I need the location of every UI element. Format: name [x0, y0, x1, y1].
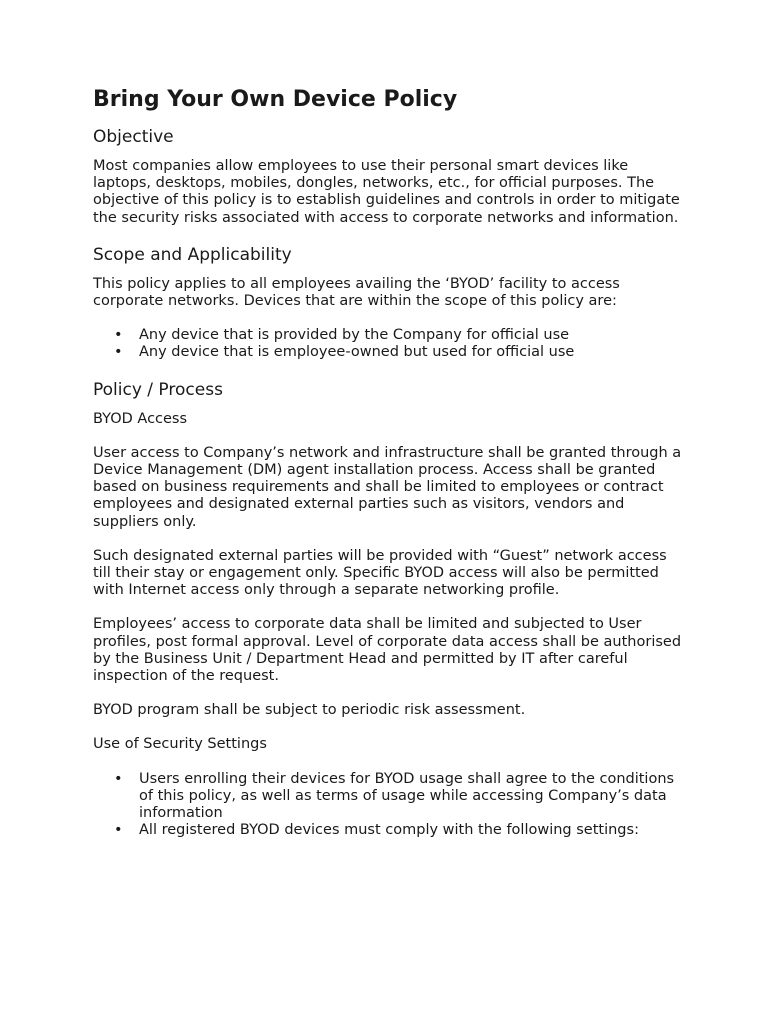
scope-heading: Scope and Applicability — [93, 244, 292, 265]
byod-access-paragraph: Such designated external parties will be provided with “Guest” network access till their stay or engagement only. Specific BYOD access will also be permitted with Internet access only through a separate networking profile. — [93, 547, 667, 599]
byod-access-paragraph: User access to Company’s network and infrastructure shall be granted through a Device Management (DM) agent installation process. Access shall be granted based on business requirements and shall be limited to employees or contract employees and designated external parties such as visitors, vendors and suppliers only. — [93, 444, 682, 530]
list-item — [93, 771, 683, 823]
list-item — [93, 344, 683, 361]
document-page — [93, 86, 683, 856]
list-item-text: Users enrolling their devices for BYOD usage shall agree to the conditions of this policy, as well as terms of usage while accessing Company’s data information — [139, 770, 675, 822]
bullet-icon: • — [114, 327, 123, 344]
byod-access-heading: BYOD Access — [93, 410, 188, 427]
security-settings-bullet-list — [93, 771, 683, 840]
objective-heading: Objective — [93, 127, 174, 147]
byod-access-paragraph: Employees’ access to corporate data shall be limited and subjected to User profiles, post formal approval. Level of corporate data access shall be authorised by the Business Unit / Department Head and permitted by IT after careful inspection of the request. — [93, 616, 682, 685]
bullet-icon: • — [114, 770, 123, 787]
document-title: Bring Your Own Device Policy — [93, 87, 458, 112]
bullet-icon: • — [114, 344, 123, 361]
list-item-text: Any device that is provided by the Company for official use — [139, 327, 570, 344]
security-settings-heading: Use of Security Settings — [93, 736, 267, 753]
policy-heading: Policy / Process — [93, 379, 223, 400]
list-item — [93, 327, 683, 344]
list-item — [93, 822, 683, 839]
scope-paragraph: This policy applies to all employees availing the ‘BYOD’ facility to access corporate networks. Devices that are within the scope of this policy are: — [93, 275, 620, 310]
scope-bullet-list — [93, 327, 683, 361]
byod-access-paragraph: BYOD program shall be subject to periodic risk assessment. — [93, 702, 526, 719]
list-item-text: All registered BYOD devices must comply with the following settings: — [139, 822, 639, 839]
list-item-text: Any device that is employee-owned but used for official use — [139, 344, 575, 361]
bullet-icon: • — [114, 822, 123, 839]
objective-paragraph: Most companies allow employees to use their personal smart devices like laptops, desktops, mobiles, dongles, networks, etc., for official purposes. The objective of this policy is to establish guidelines and controls in order to mitigate the security risks associated with access to corporate networks and information. — [93, 158, 680, 226]
